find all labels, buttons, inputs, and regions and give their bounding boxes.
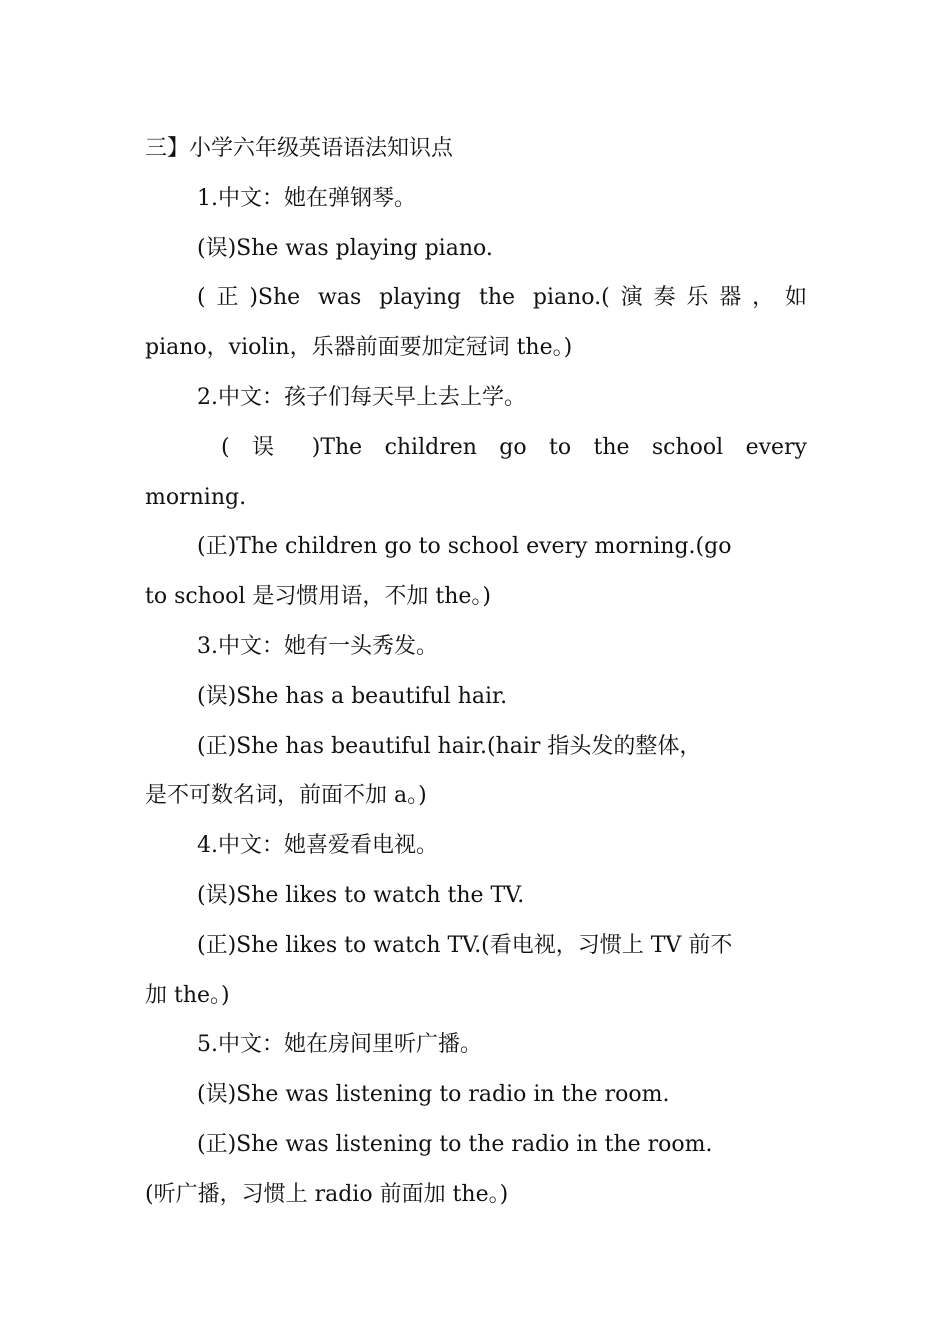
- item-4-wrong: (误)She likes to watch the TV.: [197, 882, 525, 908]
- item-3-correct-continued: 是不可数名词，前面不加 a。): [145, 783, 427, 809]
- item-4-chinese: 4.中文：她喜爱看电视。: [197, 833, 438, 859]
- item-1-correct-continued: piano，violin，乐器前面要加定冠词 the。): [145, 335, 573, 361]
- document-body: [145, 124, 807, 1220]
- item-5-wrong: (误)She was listening to radio in the room.: [197, 1082, 670, 1108]
- item-2-correct-continued: to school 是习惯用语，不加 the。): [145, 584, 491, 610]
- item-3-correct: (正)She has beautiful hair.(hair 指头发的整体，: [197, 733, 702, 759]
- item-2-correct: (正)The children go to school every morning.(go: [197, 534, 732, 560]
- item-5-correct: (正)She was listening to the radio in the room.: [197, 1131, 713, 1157]
- item-5-chinese: 5.中文：她在房间里听广播。: [197, 1032, 482, 1058]
- item-1-correct: (正)She was playing the piano.(演奏乐器，如: [197, 285, 807, 311]
- item-4-correct-continued: 加 the。): [145, 982, 230, 1008]
- item-1-chinese: 1.中文：她在弹钢琴。: [197, 185, 416, 211]
- item-1-wrong: (误)She was playing piano.: [197, 235, 493, 261]
- item-5-correct-continued: (听广播，习惯上 radio 前面加 the。): [145, 1181, 509, 1207]
- section-heading: 三】小学六年级英语语法知识点: [145, 136, 454, 161]
- item-3-wrong: (误)She has a beautiful hair.: [197, 683, 508, 709]
- item-2-chinese: 2.中文：孩子们每天早上去上学。: [197, 384, 526, 410]
- item-3-chinese: 3.中文：她有一头秀发。: [197, 633, 438, 659]
- item-2-wrong-continued: morning.: [145, 484, 247, 510]
- item-2-wrong: ( 误 )The children go to the school every: [221, 434, 807, 460]
- item-4-correct: (正)She likes to watch TV.(看电视，习惯上 TV 前不: [197, 932, 733, 958]
